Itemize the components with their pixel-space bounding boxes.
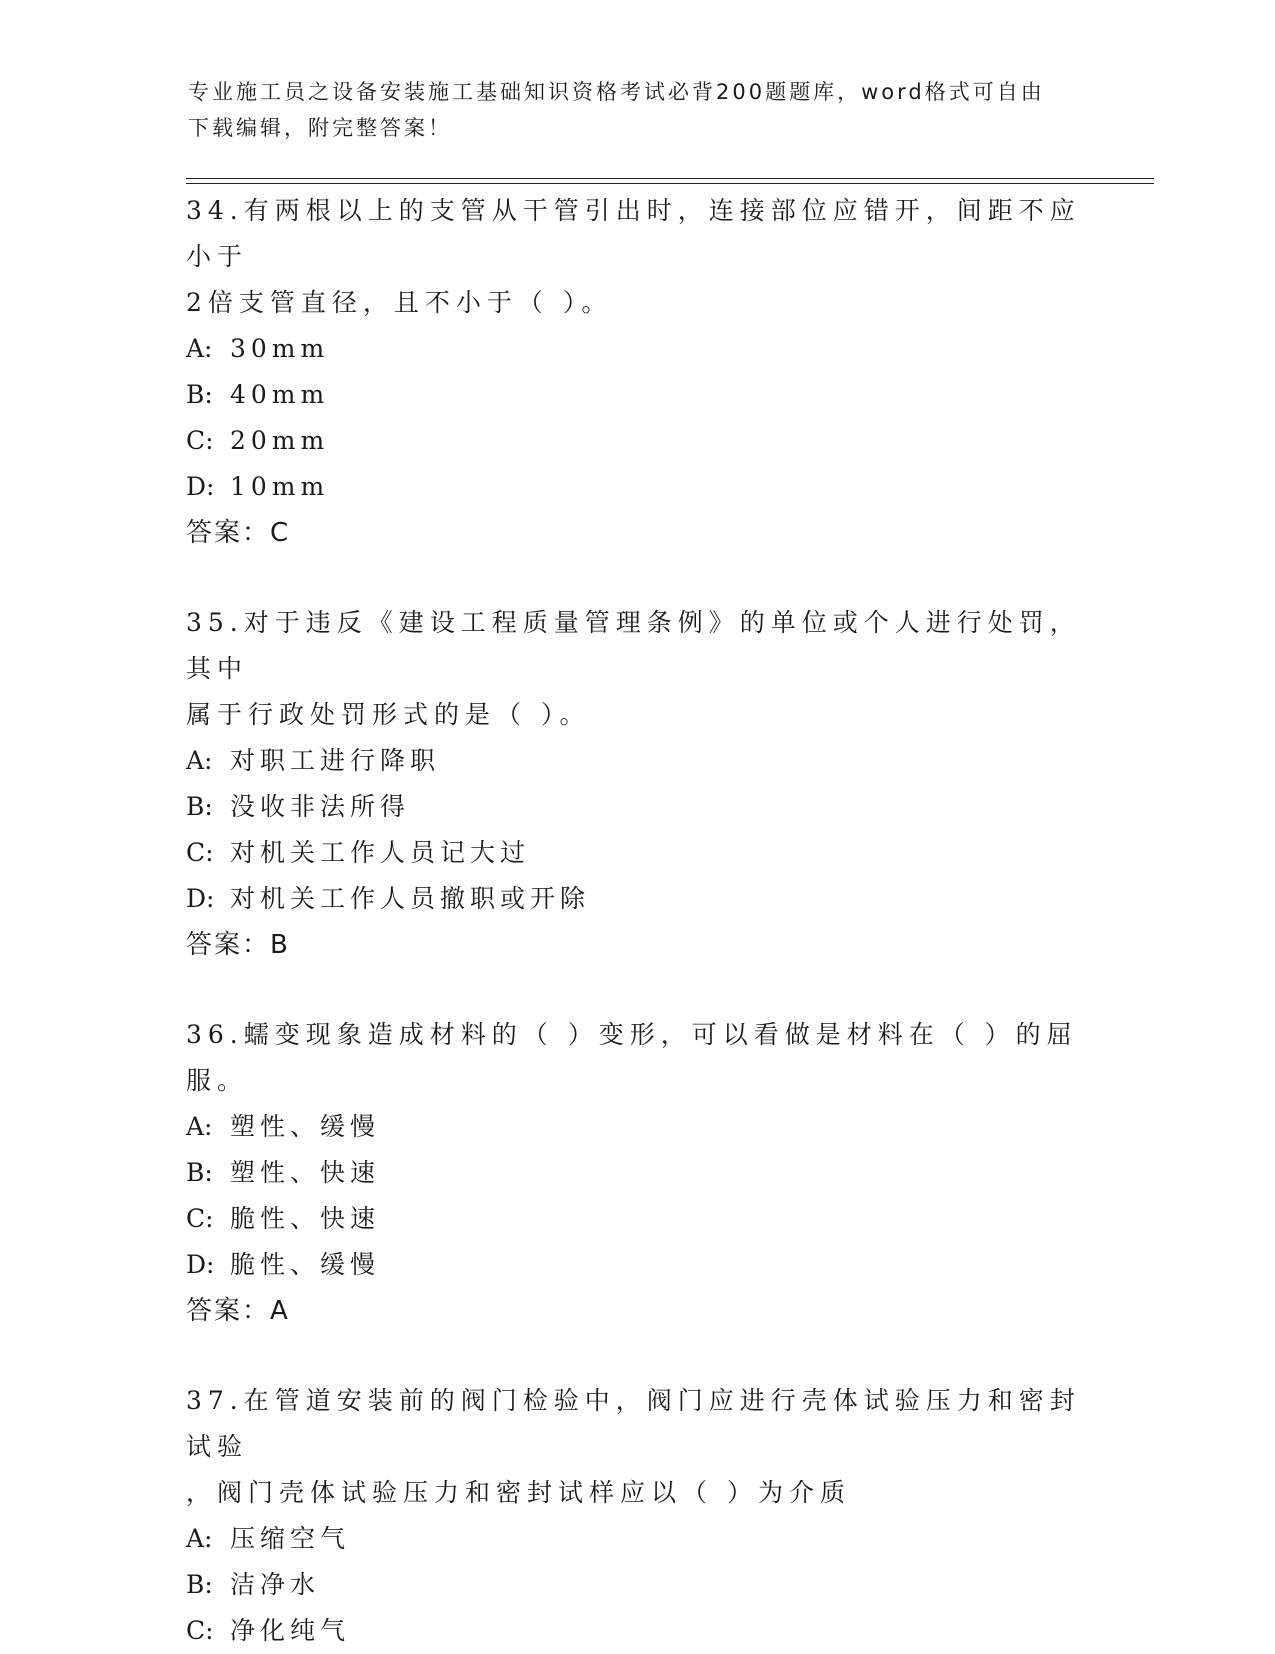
question-37: [186, 1378, 1086, 1654]
question-stem: [186, 188, 1086, 326]
option-letter: D:: [186, 884, 215, 913]
spacer: [186, 968, 1086, 1012]
question-35: [186, 600, 1086, 968]
option-a: [186, 738, 1086, 784]
question-34: [186, 188, 1086, 556]
option-text: 脆性、快速: [230, 1204, 381, 1233]
option-text: 压缩空气: [230, 1524, 351, 1553]
question-list: [186, 188, 1086, 1654]
option-text: 对机关工作人员撤职或开除: [230, 884, 591, 913]
option-text: 对机关工作人员记大过: [230, 838, 531, 867]
option-d: [186, 464, 1086, 510]
header-line-2: 下载编辑，附完整答案！: [188, 116, 452, 140]
option-text: 10mm: [230, 472, 330, 501]
spacer: [186, 556, 1086, 600]
option-letter: A:: [186, 1524, 213, 1553]
question-36: [186, 1012, 1086, 1334]
option-letter: C:: [186, 426, 214, 455]
option-letter: C:: [186, 1204, 214, 1233]
spacer: [186, 1334, 1086, 1378]
question-stem-line-1: 36.蠕变现象造成材料的（ ）变形，可以看做是材料在（ ）的屈服。: [186, 1020, 1078, 1095]
option-a: [186, 1104, 1086, 1150]
question-stem: [186, 1378, 1086, 1516]
question-stem-line-1: 37.在管道安装前的阀门检验中，阀门应进行壳体试验压力和密封试验: [186, 1386, 1081, 1461]
option-b: [186, 784, 1086, 830]
header-divider-bottom: [186, 183, 1154, 184]
option-text: 洁净水: [230, 1570, 321, 1599]
option-text: 塑性、快速: [230, 1158, 381, 1187]
question-stem: [186, 1012, 1086, 1104]
option-d: [186, 1242, 1086, 1288]
option-letter: B:: [186, 1158, 213, 1187]
option-a: [186, 1516, 1086, 1562]
document-header: [188, 74, 1068, 146]
question-stem-line-2: 属于行政处罚形式的是（ ）。: [186, 700, 591, 729]
option-letter: A:: [186, 334, 213, 363]
option-letter: C:: [186, 1616, 214, 1645]
question-stem-line-1: 34.有两根以上的支管从干管引出时，连接部位应错开，间距不应小于: [186, 196, 1081, 271]
answer-line: 答案：A: [186, 1296, 290, 1326]
option-text: 净化纯气: [230, 1616, 351, 1645]
option-text: 塑性、缓慢: [230, 1112, 381, 1141]
option-b: [186, 1150, 1086, 1196]
header-divider-top: [186, 178, 1154, 179]
option-c: [186, 1608, 1086, 1654]
option-letter: B:: [186, 792, 213, 821]
option-text: 30mm: [230, 334, 330, 363]
option-letter: B:: [186, 380, 213, 409]
option-b: [186, 1562, 1086, 1608]
question-stem: [186, 600, 1086, 738]
option-c: [186, 830, 1086, 876]
option-text: 没收非法所得: [230, 792, 411, 821]
question-stem-line-2: ，阀门壳体试验压力和密封试样应以（ ）为介质: [186, 1478, 851, 1507]
option-letter: C:: [186, 838, 214, 867]
option-text: 脆性、缓慢: [230, 1250, 381, 1279]
question-stem-line-2: 2倍支管直径，且不小于（ ）。: [186, 288, 613, 317]
option-a: [186, 326, 1086, 372]
option-letter: D:: [186, 1250, 215, 1279]
header-line-1: 专业施工员之设备安装施工基础知识资格考试必背200题题库，word格式可自由: [188, 80, 1045, 104]
option-text: 对职工进行降职: [230, 746, 441, 775]
question-stem-line-1: 35.对于违反《建设工程质量管理条例》的单位或个人进行处罚，其中: [186, 608, 1081, 683]
option-letter: A:: [186, 746, 213, 775]
option-c: [186, 1196, 1086, 1242]
option-c: [186, 418, 1086, 464]
option-d: [186, 876, 1086, 922]
answer-line: 答案：C: [186, 518, 291, 548]
answer-line: 答案：B: [186, 930, 290, 960]
option-text: 20mm: [230, 426, 330, 455]
option-letter: B:: [186, 1570, 213, 1599]
option-b: [186, 372, 1086, 418]
option-letter: A:: [186, 1112, 213, 1141]
option-text: 40mm: [230, 380, 330, 409]
option-letter: D:: [186, 472, 215, 501]
